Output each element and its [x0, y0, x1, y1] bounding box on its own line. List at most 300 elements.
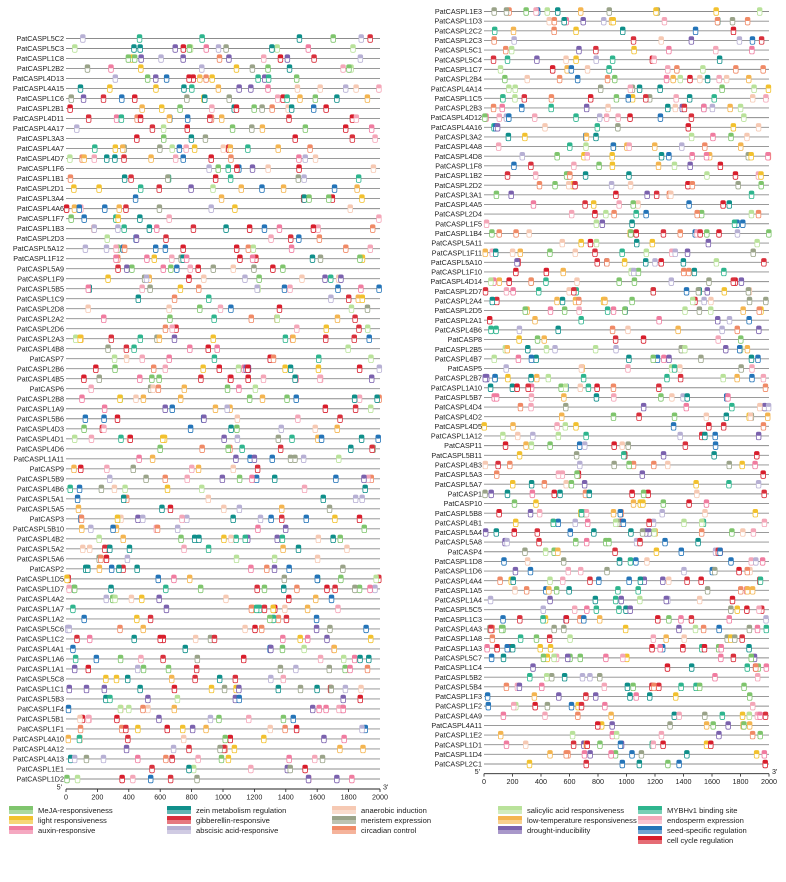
- gene-label: PatCASPL1D2: [16, 774, 64, 784]
- cis-element-cap: [634, 230, 639, 234]
- cis-element-cap: [336, 605, 341, 609]
- cis-element-cap: [711, 722, 716, 726]
- gene-label: PatCASPL4B6: [16, 484, 64, 494]
- cis-element-cap: [528, 567, 533, 571]
- cis-element-cap: [574, 114, 579, 118]
- gene-label: PatCASP1: [447, 489, 482, 499]
- cis-element-cap: [665, 104, 670, 108]
- cis-element-cap: [81, 35, 86, 39]
- cis-element-cap: [217, 675, 222, 679]
- cis-element-cap: [593, 693, 598, 697]
- cis-element-cap: [533, 702, 538, 706]
- cis-element-cap: [513, 587, 518, 591]
- cis-element-cap: [685, 577, 690, 581]
- cis-element-cap: [72, 755, 77, 759]
- cis-element-cap: [206, 545, 211, 549]
- cis-element-cap: [262, 605, 267, 609]
- cis-element-cap: [265, 565, 270, 569]
- cis-element-cap: [717, 56, 722, 60]
- cis-element-cap: [189, 135, 194, 139]
- cis-element-cap: [703, 509, 708, 513]
- cis-element-cap: [681, 259, 686, 263]
- legend-label: low-temperature responsiveness: [527, 816, 637, 826]
- cis-element-cap: [529, 480, 534, 484]
- cis-element-cap: [169, 675, 174, 679]
- cis-element-cap: [157, 595, 162, 599]
- cis-element-cap: [80, 395, 85, 399]
- cis-element-cap: [181, 735, 186, 739]
- cis-element-cap: [190, 725, 195, 729]
- cis-element-cap: [122, 245, 127, 249]
- cis-element-cap: [276, 435, 281, 439]
- cis-element-cap: [69, 215, 74, 219]
- cis-element-cap: [348, 665, 353, 669]
- cis-element-cap: [262, 735, 267, 739]
- gene-label: PatCASPL1F8: [435, 161, 482, 171]
- cis-element-cap: [641, 336, 646, 340]
- gene-label: PatCASPL2B5: [434, 344, 482, 354]
- gene-label: PatCASP7: [29, 354, 64, 364]
- cis-element-cap: [250, 255, 255, 259]
- cis-element-cap: [613, 596, 618, 600]
- cis-element-cap: [510, 384, 515, 388]
- cis-element-cap: [690, 181, 695, 185]
- cis-element-cap: [283, 335, 288, 339]
- cis-element-cap: [64, 205, 69, 209]
- cis-element-cap: [764, 615, 769, 619]
- cis-element-cap: [355, 185, 360, 189]
- gene-label: PatCASPL2B8: [16, 394, 64, 404]
- cis-element-cap: [740, 220, 745, 224]
- gene-label: PatCASPL2B7: [434, 373, 482, 383]
- cis-element-cap: [193, 635, 198, 639]
- cis-element-cap: [84, 685, 89, 689]
- cis-element-cap: [563, 384, 568, 388]
- cis-element-cap: [287, 115, 292, 119]
- cis-element-cap: [577, 442, 582, 446]
- cis-element-cap: [168, 505, 173, 509]
- cis-element-cap: [302, 645, 307, 649]
- cis-element-cap: [163, 585, 168, 589]
- cis-element-cap: [101, 755, 106, 759]
- cis-element-cap: [591, 201, 596, 205]
- cis-element-cap: [756, 355, 761, 359]
- cis-element-cap: [148, 285, 153, 289]
- cis-element-cap: [518, 403, 523, 407]
- axis-tick-label: 1800: [732, 777, 749, 787]
- cis-element-cap: [616, 587, 621, 591]
- cis-element-cap: [630, 220, 635, 224]
- cis-element-cap: [94, 365, 99, 369]
- cis-element-cap: [735, 606, 740, 610]
- cis-element-cap: [288, 235, 293, 239]
- cis-element-cap: [634, 239, 639, 243]
- cis-element-cap: [603, 297, 608, 301]
- cis-element-cap: [285, 395, 290, 399]
- cis-element-cap: [302, 195, 307, 199]
- cis-element-cap: [164, 755, 169, 759]
- cis-element-cap: [727, 201, 732, 205]
- cis-element-cap: [588, 673, 593, 677]
- cis-element-cap: [668, 722, 673, 726]
- cis-element-cap: [358, 695, 363, 699]
- cis-element-cap: [212, 635, 217, 639]
- cis-element-cap: [605, 75, 610, 79]
- cis-element-cap: [750, 587, 755, 591]
- cis-element-cap: [233, 205, 238, 209]
- cis-element-cap: [189, 465, 194, 469]
- cis-element-cap: [65, 775, 70, 779]
- cis-element-cap: [78, 715, 83, 719]
- cis-element-cap: [620, 27, 625, 31]
- gene-label: PatCASPL5B7: [434, 392, 482, 402]
- cis-element-cap: [119, 115, 124, 119]
- cis-element-cap: [584, 432, 589, 436]
- cis-element-cap: [271, 355, 276, 359]
- cis-element-cap: [558, 490, 563, 494]
- cis-element-cap: [657, 316, 662, 320]
- cis-element-cap: [735, 374, 740, 378]
- cis-element-cap: [66, 735, 71, 739]
- cis-element-cap: [336, 455, 341, 459]
- cis-element-cap: [135, 755, 140, 759]
- cis-element-cap: [250, 125, 255, 129]
- cis-element-cap: [593, 210, 598, 214]
- cis-element-cap: [151, 385, 156, 389]
- cis-element-cap: [513, 567, 518, 571]
- cis-element-cap: [86, 665, 91, 669]
- cis-element-cap: [611, 384, 616, 388]
- cis-element-cap: [181, 245, 186, 249]
- cis-element-cap: [509, 46, 514, 50]
- cis-element-cap: [535, 56, 540, 60]
- cis-element-cap: [360, 725, 365, 729]
- cis-element-cap: [370, 225, 375, 229]
- cis-element-cap: [661, 451, 666, 455]
- cis-element-cap: [486, 702, 491, 706]
- cis-element-cap: [278, 445, 283, 449]
- cis-element-cap: [262, 585, 267, 589]
- cis-element-cap: [208, 715, 213, 719]
- cis-element-cap: [164, 605, 169, 609]
- cis-element-cap: [593, 249, 598, 253]
- cis-element-cap: [724, 413, 729, 417]
- cis-element-cap: [174, 265, 179, 269]
- cis-element-cap: [115, 715, 120, 719]
- cis-element-cap: [683, 307, 688, 311]
- gene-label: PatCASPL2C1: [434, 759, 482, 769]
- cis-element-cap: [343, 125, 348, 129]
- cis-element-cap: [157, 185, 162, 189]
- cis-element-cap: [578, 384, 583, 388]
- cis-element-cap: [228, 175, 233, 179]
- cis-element-cap: [745, 345, 750, 349]
- cis-element-cap: [78, 725, 83, 729]
- legend-label: MeJA-responsiveness: [38, 806, 113, 816]
- cis-element-cap: [503, 75, 508, 79]
- cis-element-cap: [89, 435, 94, 439]
- cis-element-cap: [740, 635, 745, 639]
- cis-element-cap: [318, 85, 323, 89]
- cis-element-cap: [523, 741, 528, 745]
- cis-element-cap: [530, 432, 535, 436]
- cis-element-cap: [524, 442, 529, 446]
- cis-element-cap: [332, 185, 337, 189]
- cis-element-cap: [584, 538, 589, 542]
- cis-element-cap: [320, 755, 325, 759]
- cis-element-cap: [665, 374, 670, 378]
- gene-label: PatCASPL3A2: [434, 132, 482, 142]
- gene-label: PatCASPL3A1: [434, 190, 482, 200]
- cis-element-cap: [699, 210, 704, 214]
- cis-element-cap: [109, 65, 114, 69]
- cis-element-cap: [549, 673, 554, 677]
- cis-element-cap: [348, 205, 353, 209]
- cis-element-cap: [269, 235, 274, 239]
- cis-element-cap: [106, 345, 111, 349]
- cis-element-cap: [721, 201, 726, 205]
- cis-element-cap: [618, 741, 623, 745]
- cis-element-cap: [132, 635, 137, 639]
- gene-label: PatCASPL4B5: [16, 374, 64, 384]
- cis-element-cap: [283, 525, 288, 529]
- cis-element-cap: [75, 775, 80, 779]
- cis-element-cap: [305, 635, 310, 639]
- gene-label: PatCASPL4A9: [434, 711, 482, 721]
- cis-element-cap: [748, 413, 753, 417]
- cis-element-cap: [331, 535, 336, 539]
- cis-element-cap: [303, 125, 308, 129]
- cis-element-cap: [742, 114, 747, 118]
- cis-element-cap: [363, 485, 368, 489]
- cis-element-cap: [523, 133, 528, 137]
- cis-element-cap: [138, 115, 143, 119]
- cis-element-cap: [638, 538, 643, 542]
- cis-element-cap: [679, 683, 684, 687]
- gene-label: PatCASPL5A9: [16, 264, 64, 274]
- cis-element-cap: [334, 475, 339, 479]
- cis-element-cap: [272, 555, 277, 559]
- cis-element-cap: [572, 606, 577, 610]
- cis-element-cap: [167, 355, 172, 359]
- cis-element-cap: [483, 249, 488, 253]
- cis-element-cap: [107, 545, 112, 549]
- cis-element-cap: [124, 345, 129, 349]
- cis-element-cap: [699, 577, 704, 581]
- cis-element-cap: [134, 395, 139, 399]
- gene-label: PatCASPL1F2: [435, 701, 482, 711]
- cis-element-cap: [754, 664, 759, 668]
- cis-element-cap: [619, 596, 624, 600]
- cis-element-cap: [357, 585, 362, 589]
- cis-element-cap: [557, 75, 562, 79]
- cis-element-cap: [594, 46, 599, 50]
- gene-label: PatCASPL4A10: [12, 734, 64, 744]
- cis-element-cap: [542, 336, 547, 340]
- cis-element-cap: [747, 316, 752, 320]
- axis-tick-label: 600: [563, 777, 576, 787]
- cis-element-cap: [609, 712, 614, 716]
- gene-label: PatCASPL1C7: [434, 64, 482, 74]
- cis-element-cap: [581, 374, 586, 378]
- cis-element-cap: [235, 425, 240, 429]
- cis-element-cap: [613, 548, 618, 552]
- cis-element-cap: [654, 548, 659, 552]
- cis-element-cap: [544, 278, 549, 282]
- cis-element-cap: [326, 195, 331, 199]
- cis-element-cap: [158, 145, 163, 149]
- cis-element-cap: [749, 191, 754, 195]
- cis-element-cap: [122, 155, 127, 159]
- cis-element-cap: [243, 275, 248, 279]
- cis-element-cap: [291, 335, 296, 339]
- cis-element-cap: [766, 152, 771, 156]
- gene-label: PatCASPL1D7: [16, 584, 64, 594]
- cis-element-cap: [492, 37, 497, 41]
- cis-element-cap: [659, 152, 664, 156]
- cis-element-cap: [688, 75, 693, 79]
- cis-element-cap: [139, 55, 144, 59]
- cis-element-cap: [573, 519, 578, 523]
- cis-element-cap: [350, 775, 355, 779]
- cis-element-cap: [252, 105, 257, 109]
- cis-element-cap: [124, 745, 129, 749]
- cis-element-cap: [760, 558, 765, 562]
- cis-element-cap: [689, 615, 694, 619]
- cis-element-cap: [126, 705, 131, 709]
- cis-element-cap: [246, 365, 251, 369]
- cis-element-cap: [76, 505, 81, 509]
- cis-element-cap: [318, 655, 323, 659]
- cis-element-cap: [763, 760, 768, 764]
- gene-label: PatCASPL1D3: [434, 16, 482, 26]
- cis-element-cap: [362, 525, 367, 529]
- cis-element-cap: [701, 66, 706, 70]
- cis-element-cap: [534, 635, 539, 639]
- cis-element-cap: [507, 85, 512, 89]
- cis-element-cap: [196, 285, 201, 289]
- cis-element-cap: [582, 442, 587, 446]
- cis-element-cap: [701, 625, 706, 629]
- cis-element-cap: [160, 505, 165, 509]
- cis-element-cap: [672, 712, 677, 716]
- cis-element-cap: [517, 683, 522, 687]
- cis-element-cap: [755, 673, 760, 677]
- cis-element-cap: [510, 644, 515, 648]
- cis-element-cap: [529, 394, 534, 398]
- cis-element-cap: [209, 205, 214, 209]
- cis-element-cap: [254, 475, 259, 479]
- cis-element-cap: [664, 75, 669, 79]
- cis-element-cap: [354, 115, 359, 119]
- cis-element-cap: [115, 515, 120, 519]
- cis-element-cap: [82, 215, 87, 219]
- cis-element-cap: [705, 75, 710, 79]
- cis-element-cap: [178, 395, 183, 399]
- cis-element-cap: [357, 365, 362, 369]
- cis-element-cap: [727, 615, 732, 619]
- axis-tick-label: 1200: [647, 777, 663, 787]
- cis-element-cap: [605, 307, 610, 311]
- cis-element-cap: [154, 85, 159, 89]
- cis-element-cap: [113, 365, 118, 369]
- cis-element-cap: [628, 606, 633, 610]
- gene-label: PatCASPL1D4: [434, 749, 482, 759]
- cis-element-cap: [699, 355, 704, 359]
- cis-element-cap: [338, 535, 343, 539]
- cis-element-cap: [749, 558, 754, 562]
- cis-element-cap: [719, 654, 724, 658]
- cis-element-cap: [529, 162, 534, 166]
- cis-element-cap: [112, 485, 117, 489]
- cis-element-cap: [651, 741, 656, 745]
- cis-element-cap: [627, 172, 632, 176]
- cis-element-cap: [281, 265, 286, 269]
- cis-element-cap: [631, 683, 636, 687]
- cis-element-cap: [170, 145, 175, 149]
- cis-element-cap: [165, 725, 170, 729]
- cis-element-cap: [105, 465, 110, 469]
- gene-label: PatCASPL5C7: [434, 653, 482, 663]
- cis-element-cap: [224, 595, 229, 599]
- cis-element-cap: [555, 297, 560, 301]
- cis-element-cap: [294, 75, 299, 79]
- cis-element-cap: [580, 673, 585, 677]
- cis-element-cap: [584, 143, 589, 147]
- cis-element-cap: [594, 220, 599, 224]
- cis-element-cap: [629, 230, 634, 234]
- gene-label: PatCASPL5B3: [16, 694, 64, 704]
- cis-element-cap: [279, 515, 284, 519]
- cis-element-cap: [328, 625, 333, 629]
- cis-element-cap: [359, 435, 364, 439]
- cis-element-cap: [234, 535, 239, 539]
- cis-element-cap: [314, 615, 319, 619]
- cis-element-cap: [294, 725, 299, 729]
- cis-element-cap: [182, 385, 187, 389]
- cis-element-cap: [368, 245, 373, 249]
- gene-label: PatCASPL4B7: [434, 354, 482, 364]
- gene-label: PatCASPL4A12: [12, 744, 64, 754]
- cis-element-cap: [117, 565, 122, 569]
- gene-label: PatCASPL4D12: [430, 113, 482, 123]
- cis-element-cap: [626, 365, 631, 369]
- cis-element-cap: [324, 325, 329, 329]
- cis-element-cap: [138, 335, 143, 339]
- cis-element-cap: [687, 268, 692, 272]
- cis-element-cap: [335, 775, 340, 779]
- cis-element-cap: [682, 519, 687, 523]
- cis-element-cap: [351, 45, 356, 49]
- cis-element-cap: [271, 265, 276, 269]
- cis-element-cap: [483, 461, 488, 465]
- cis-element-cap: [149, 155, 154, 159]
- cis-element-cap: [632, 278, 637, 282]
- cis-element-cap: [602, 683, 607, 687]
- cis-element-cap: [124, 205, 129, 209]
- cis-element-cap: [698, 230, 703, 234]
- cis-element-cap: [187, 275, 192, 279]
- cis-element-cap: [114, 255, 119, 259]
- gene-label: PatCASPL4A4: [434, 576, 482, 586]
- cis-element-cap: [139, 65, 144, 69]
- gene-label: PatCASPL5B11: [431, 450, 482, 460]
- cis-element-cap: [252, 265, 257, 269]
- cis-element-cap: [68, 105, 73, 109]
- cis-element-cap: [501, 432, 506, 436]
- gene-label: PatCASPL5C3: [16, 44, 64, 54]
- cis-element-cap: [631, 37, 636, 41]
